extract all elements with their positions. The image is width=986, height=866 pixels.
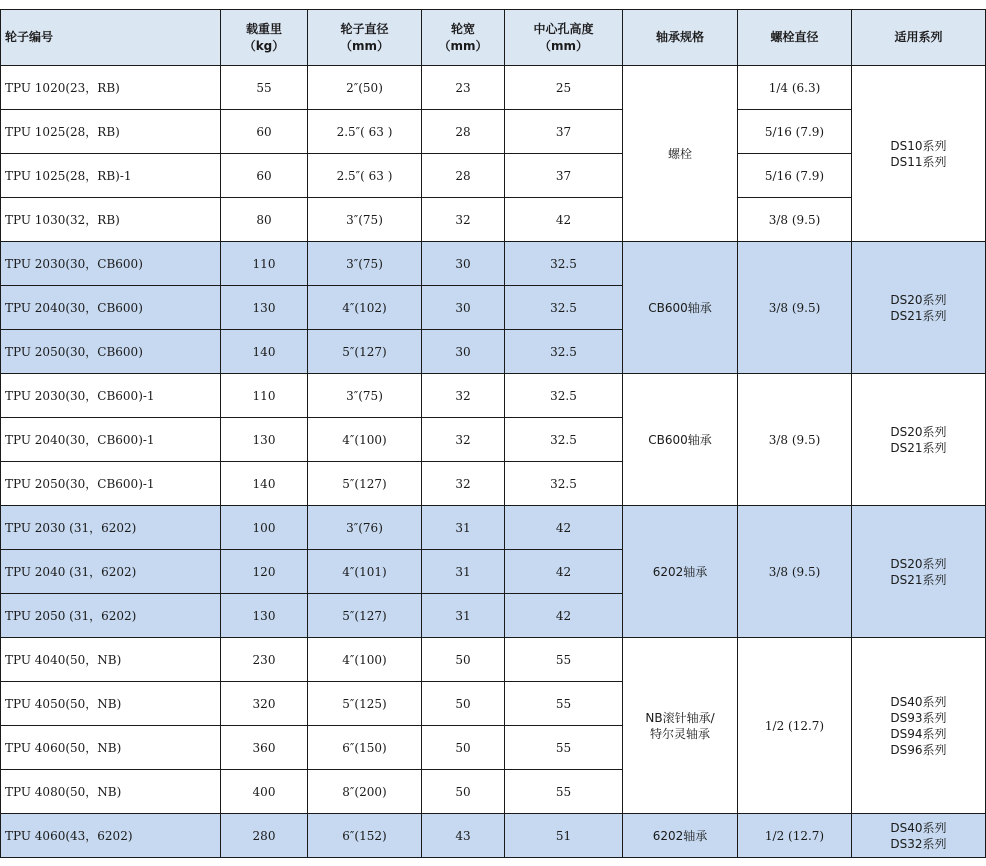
table-row: [1, 66, 986, 110]
cell-bearing: [623, 506, 738, 638]
cell-diameter: 3″(76): [308, 506, 422, 550]
cell-hole-height: 37: [505, 154, 623, 198]
cell-model: TPU 2040(30，CB600)-1: [1, 418, 221, 462]
table-row: [1, 814, 986, 858]
series-line: DS40系列: [890, 820, 947, 835]
cell-bolt: 3/8 (9.5): [738, 198, 852, 242]
cell-bearing: [623, 374, 738, 506]
table-body: [1, 66, 986, 858]
cell-width: 31: [422, 594, 505, 638]
cell-bolt: 5/16 (7.9): [738, 154, 852, 198]
cell-load: 140: [221, 462, 308, 506]
cell-diameter: 2.5″( 63 ): [308, 154, 422, 198]
cell-hole-height: 42: [505, 594, 623, 638]
cell-model: TPU 2050 (31，6202): [1, 594, 221, 638]
series-line: DS10系列: [890, 138, 947, 153]
cell-bearing: [623, 66, 738, 242]
cell-model: TPU 1030(32，RB): [1, 198, 221, 242]
cell-load: 320: [221, 682, 308, 726]
bearing-line: 特尔灵轴承: [649, 726, 710, 741]
cell-load: 60: [221, 154, 308, 198]
cell-load: 130: [221, 286, 308, 330]
cell-series: [852, 242, 986, 374]
cell-series: [852, 374, 986, 506]
cell-model: TPU 4050(50，NB): [1, 682, 221, 726]
table-row: [1, 110, 986, 154]
cell-hole-height: 55: [505, 726, 623, 770]
cell-hole-height: 51: [505, 814, 623, 858]
cell-width: 28: [422, 110, 505, 154]
cell-width: 50: [422, 726, 505, 770]
cell-hole-height: 55: [505, 682, 623, 726]
cell-width: 31: [422, 506, 505, 550]
cell-model: TPU 2050(30，CB600): [1, 330, 221, 374]
cell-hole-height: 25: [505, 66, 623, 110]
cell-load: 120: [221, 550, 308, 594]
cell-hole-height: 55: [505, 770, 623, 814]
header-width-label: 轮宽: [450, 21, 475, 36]
table-row: [1, 242, 986, 286]
header-diameter-unit: （mm）: [339, 38, 389, 53]
cell-load: 280: [221, 814, 308, 858]
header-bolt: 螺栓直径: [738, 10, 852, 66]
cell-width: 30: [422, 286, 505, 330]
table-row: [1, 154, 986, 198]
cell-series: [852, 66, 986, 242]
series-line: DS20系列: [890, 424, 947, 439]
series-line: DS21系列: [890, 572, 947, 587]
header-load: [221, 10, 308, 66]
cell-width: 32: [422, 374, 505, 418]
cell-load: 55: [221, 66, 308, 110]
cell-width: 28: [422, 154, 505, 198]
cell-bolt: 1/2 (12.7): [738, 814, 852, 858]
series-line: DS21系列: [890, 440, 947, 455]
cell-load: 60: [221, 110, 308, 154]
cell-load: 130: [221, 418, 308, 462]
table-row: [1, 638, 986, 682]
cell-width: 43: [422, 814, 505, 858]
cell-diameter: 5″(127): [308, 330, 422, 374]
series-line: DS11系列: [890, 154, 947, 169]
cell-bearing: [623, 638, 738, 814]
cell-diameter: 5″(127): [308, 462, 422, 506]
cell-hole-height: 42: [505, 550, 623, 594]
cell-bolt: 1/4 (6.3): [738, 66, 852, 110]
cell-model: TPU 1025(28，RB)-1: [1, 154, 221, 198]
cell-model: TPU 4060(43，6202): [1, 814, 221, 858]
cell-width: 50: [422, 682, 505, 726]
cell-width: 32: [422, 418, 505, 462]
cell-diameter: 6″(150): [308, 726, 422, 770]
header-bearing: 轴承规格: [623, 10, 738, 66]
header-load-label: 载重里: [245, 21, 282, 36]
header-hole-height-unit: （mm）: [538, 38, 588, 53]
cell-model: TPU 4040(50，NB): [1, 638, 221, 682]
cell-model: TPU 1025(28，RB): [1, 110, 221, 154]
cell-diameter: 6″(152): [308, 814, 422, 858]
caster-spec-table: [0, 9, 986, 858]
series-line: DS93系列: [890, 710, 947, 725]
cell-hole-height: 32.5: [505, 462, 623, 506]
table-row: [1, 198, 986, 242]
cell-hole-height: 32.5: [505, 286, 623, 330]
header-series: 适用系列: [852, 10, 986, 66]
cell-load: 400: [221, 770, 308, 814]
cell-diameter: 2.5″( 63 ): [308, 110, 422, 154]
cell-bolt: 1/2 (12.7): [738, 638, 852, 814]
cell-diameter: 4″(102): [308, 286, 422, 330]
series-line: DS96系列: [890, 742, 947, 757]
cell-bolt: 5/16 (7.9): [738, 110, 852, 154]
header-row: [1, 10, 986, 66]
bearing-line: 6202轴承: [652, 828, 708, 843]
header-diameter-label: 轮子直径: [340, 21, 389, 36]
bearing-line: 6202轴承: [652, 564, 708, 579]
header-width: [422, 10, 505, 66]
cell-model: TPU 2030 (31，6202): [1, 506, 221, 550]
cell-bolt: 3/8 (9.5): [738, 374, 852, 506]
series-line: DS32系列: [890, 836, 947, 851]
bearing-line: CB600轴承: [648, 432, 712, 447]
cell-model: TPU 2040 (31，6202): [1, 550, 221, 594]
cell-series: [852, 638, 986, 814]
header-width-unit: （mm）: [438, 38, 488, 53]
header-hole-height-label: 中心孔高度: [533, 21, 594, 36]
cell-width: 50: [422, 638, 505, 682]
cell-model: TPU 2030(30，CB600)-1: [1, 374, 221, 418]
cell-hole-height: 32.5: [505, 242, 623, 286]
cell-bolt: 3/8 (9.5): [738, 242, 852, 374]
cell-width: 32: [422, 462, 505, 506]
cell-diameter: 8″(200): [308, 770, 422, 814]
cell-hole-height: 55: [505, 638, 623, 682]
cell-series: [852, 506, 986, 638]
cell-hole-height: 42: [505, 506, 623, 550]
cell-model: TPU 2050(30，CB600)-1: [1, 462, 221, 506]
cell-load: 360: [221, 726, 308, 770]
cell-bearing: [623, 814, 738, 858]
cell-model: TPU 2030(30，CB600): [1, 242, 221, 286]
cell-diameter: 3″(75): [308, 374, 422, 418]
cell-load: 100: [221, 506, 308, 550]
cell-diameter: 4″(100): [308, 638, 422, 682]
cell-width: 23: [422, 66, 505, 110]
cell-diameter: 4″(101): [308, 550, 422, 594]
cell-width: 32: [422, 198, 505, 242]
cell-diameter: 3″(75): [308, 198, 422, 242]
cell-bearing: [623, 242, 738, 374]
cell-load: 130: [221, 594, 308, 638]
header-hole-height: [505, 10, 623, 66]
table-row: [1, 374, 986, 418]
cell-model: TPU 4060(50，NB): [1, 726, 221, 770]
cell-width: 30: [422, 242, 505, 286]
cell-diameter: 2″(50): [308, 66, 422, 110]
series-line: DS20系列: [890, 292, 947, 307]
cell-model: TPU 2040(30，CB600): [1, 286, 221, 330]
cell-hole-height: 37: [505, 110, 623, 154]
cell-diameter: 4″(100): [308, 418, 422, 462]
bearing-line: CB600轴承: [648, 300, 712, 315]
cell-width: 31: [422, 550, 505, 594]
header-model: 轮子编号: [1, 10, 221, 66]
series-line: DS20系列: [890, 556, 947, 571]
table-row: [1, 506, 986, 550]
cell-diameter: 5″(125): [308, 682, 422, 726]
cell-hole-height: 32.5: [505, 374, 623, 418]
cell-hole-height: 32.5: [505, 418, 623, 462]
cell-bolt: 3/8 (9.5): [738, 506, 852, 638]
series-line: DS21系列: [890, 308, 947, 323]
cell-load: 230: [221, 638, 308, 682]
cell-load: 110: [221, 374, 308, 418]
cell-diameter: 5″(127): [308, 594, 422, 638]
cell-load: 80: [221, 198, 308, 242]
cell-model: TPU 4080(50，NB): [1, 770, 221, 814]
cell-diameter: 3″(75): [308, 242, 422, 286]
series-line: DS94系列: [890, 726, 947, 741]
cell-load: 110: [221, 242, 308, 286]
cell-width: 30: [422, 330, 505, 374]
bearing-line: NB滚针轴承/: [645, 710, 715, 725]
cell-model: TPU 1020(23，RB): [1, 66, 221, 110]
cell-load: 140: [221, 330, 308, 374]
header-load-unit: （kg）: [243, 38, 285, 53]
cell-width: 50: [422, 770, 505, 814]
cell-series: [852, 814, 986, 858]
series-line: DS40系列: [890, 694, 947, 709]
cell-hole-height: 32.5: [505, 330, 623, 374]
bearing-line: 螺栓: [667, 146, 692, 161]
header-diameter: [308, 10, 422, 66]
cell-hole-height: 42: [505, 198, 623, 242]
